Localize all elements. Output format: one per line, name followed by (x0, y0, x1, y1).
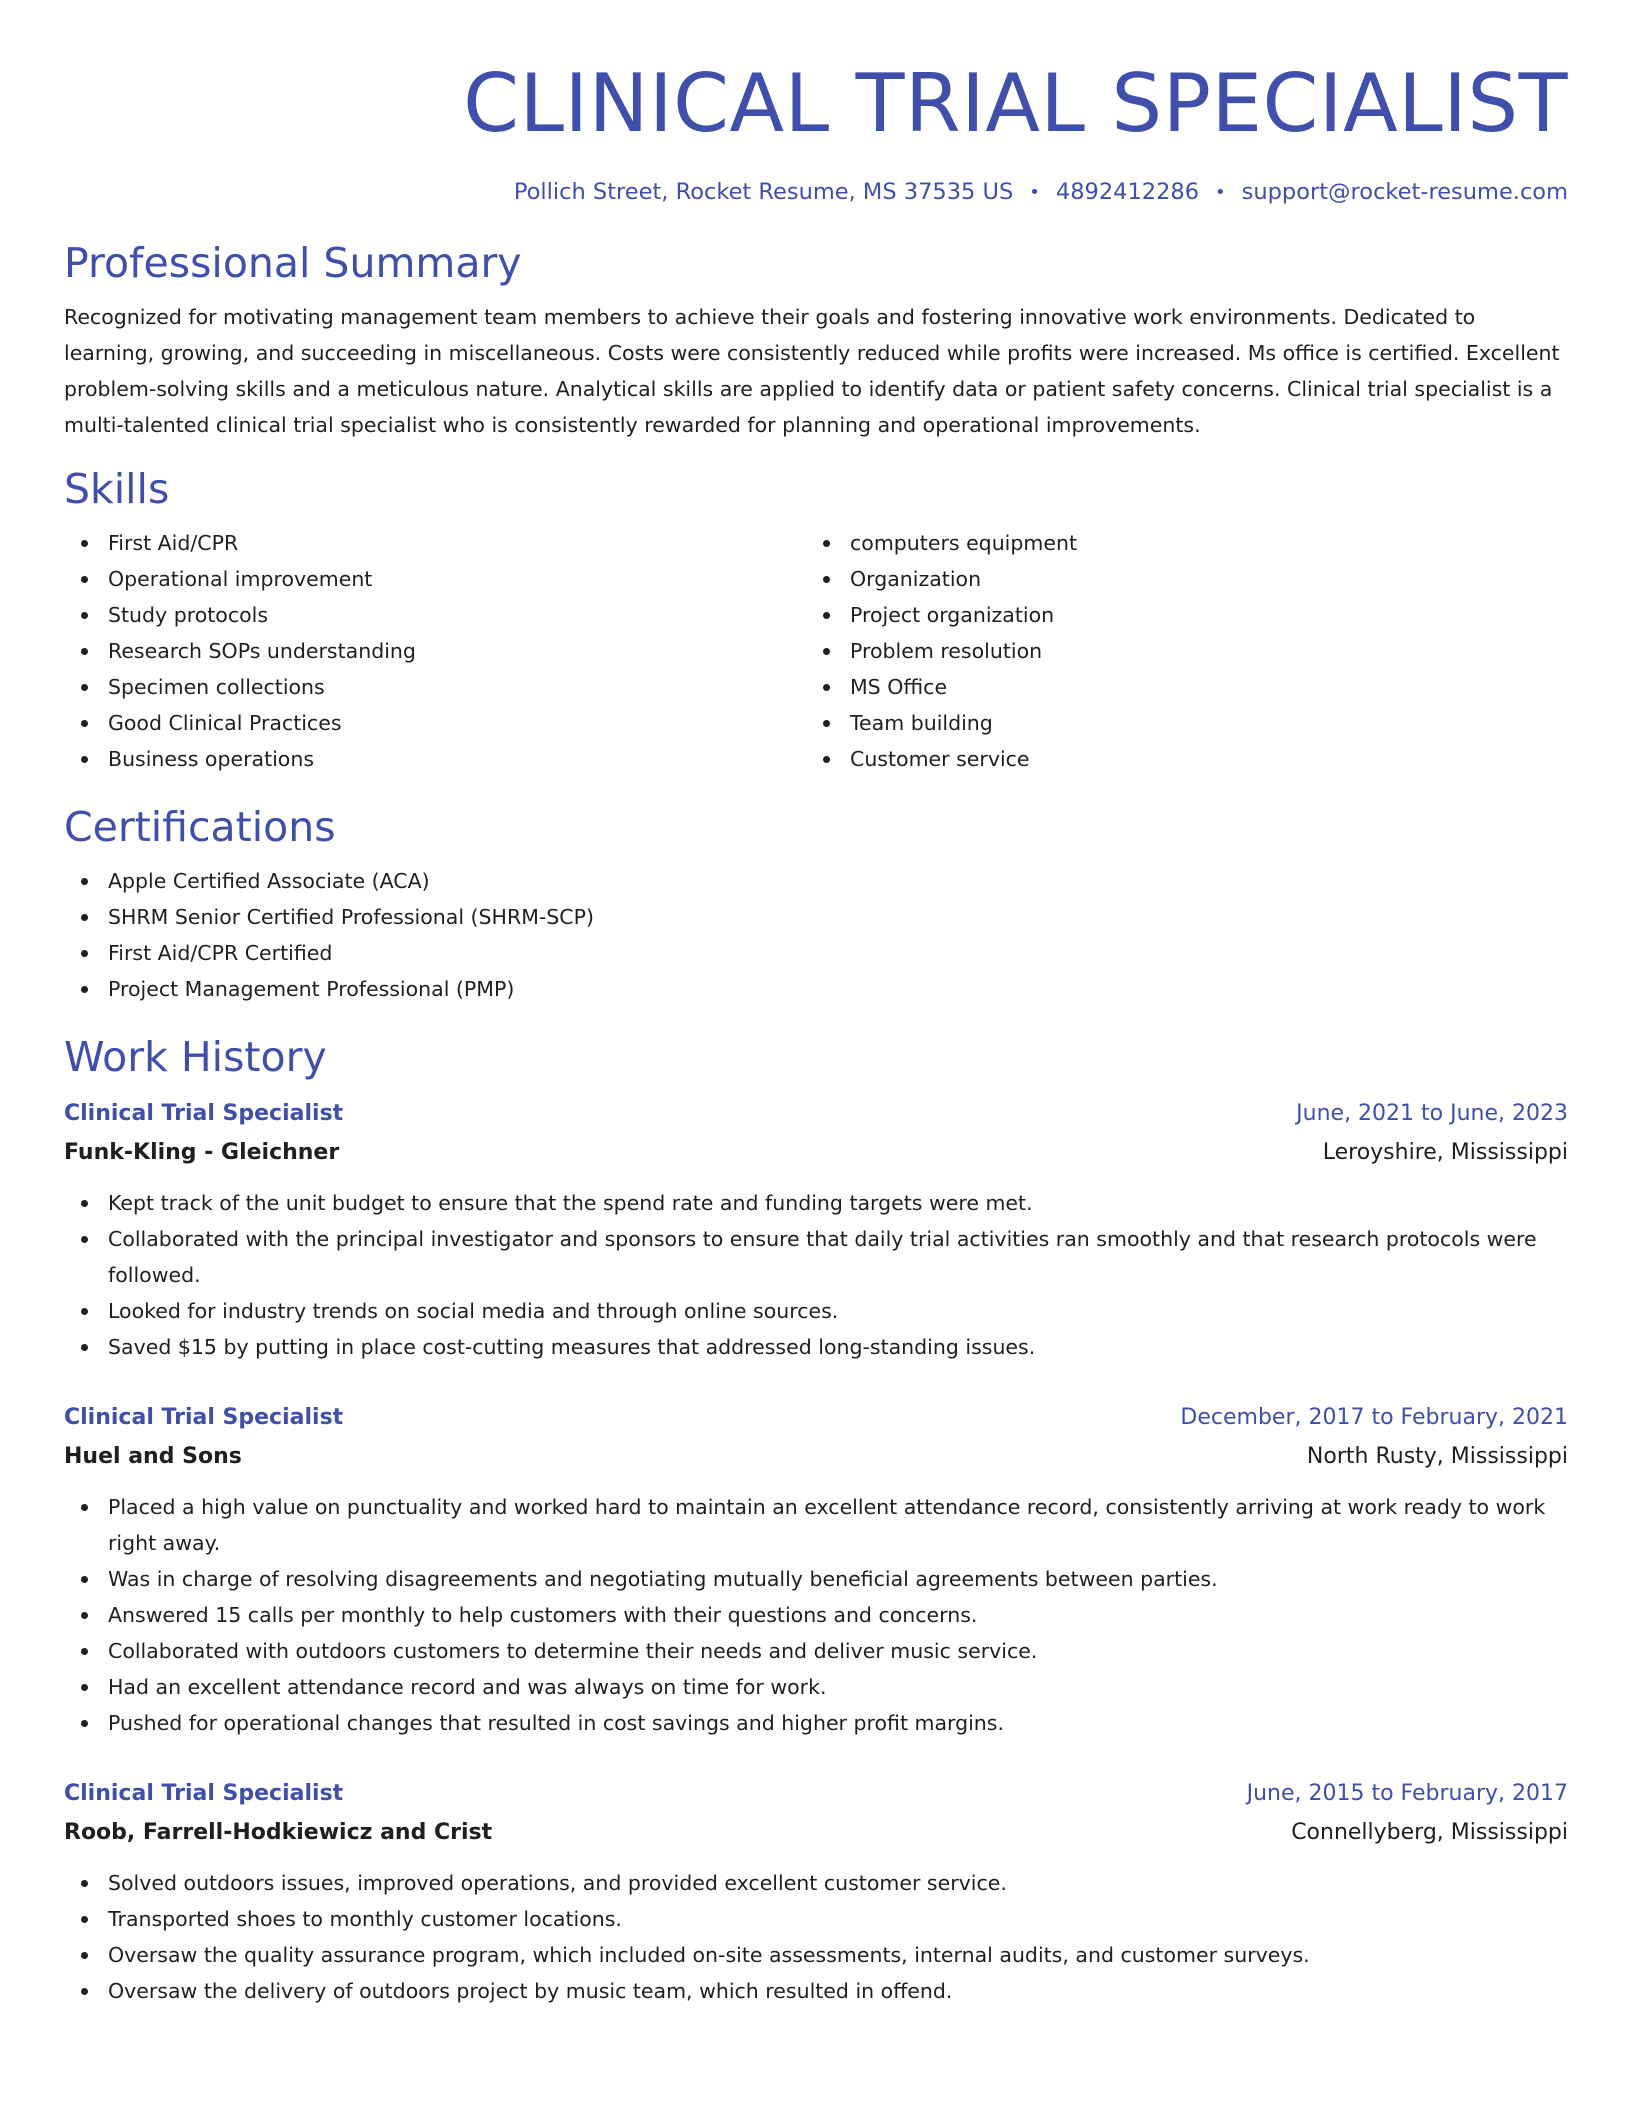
job-entry (64, 1775, 1568, 2009)
skill-item: Study protocols (64, 597, 806, 633)
contact-phone: 4892412286 (1055, 179, 1200, 205)
job-header-row (64, 1775, 1568, 1813)
job-bullet: Oversaw the delivery of outdoors project by music team, which resulted in offend. (64, 1973, 1568, 2009)
contact-separator: • (1029, 182, 1040, 203)
job-company: Funk-Kling - Gleichner (64, 1140, 340, 1165)
job-bullet: Oversaw the quality assurance program, which included on-site assessments, internal audits, and customer surveys. (64, 1937, 1568, 1973)
skill-item: Research SOPs understanding (64, 633, 806, 669)
job-bullet: Pushed for operational changes that resulted in cost savings and higher profit margins. (64, 1705, 1568, 1741)
job-bullet: Collaborated with the principal investigator and sponsors to ensure that daily trial activities ran smoothly and that research protocols were followed. (64, 1221, 1568, 1293)
contact-separator: • (1215, 182, 1226, 203)
job-entry (64, 1399, 1568, 1741)
certification-item: SHRM Senior Certified Professional (SHRM-SCP) (64, 899, 1568, 935)
certifications-heading: Certifications (64, 803, 336, 851)
skill-item: computers equipment (806, 525, 1548, 561)
job-header-row (64, 1095, 1568, 1133)
skill-item: Good Clinical Practices (64, 705, 806, 741)
job-company-row (64, 1813, 1568, 1853)
contact-line (64, 176, 1568, 209)
job-bullets (64, 1489, 1568, 1741)
job-bullet: Was in charge of resolving disagreements and negotiating mutually beneficial agreements between parties. (64, 1561, 1568, 1597)
job-location: Leroyshire, Mississippi (1322, 1140, 1568, 1165)
job-bullet: Had an excellent attendance record and was always on time for work. (64, 1669, 1568, 1705)
skill-item: Problem resolution (806, 633, 1548, 669)
job-bullet: Transported shoes to monthly customer locations. (64, 1901, 1568, 1937)
job-bullets (64, 1185, 1568, 1365)
job-title: Clinical Trial Specialist (64, 1781, 344, 1806)
job-location: North Rusty, Mississippi (1306, 1444, 1568, 1469)
skill-item: Organization (806, 561, 1548, 597)
certifications-list (64, 863, 1568, 1007)
job-company-row (64, 1133, 1568, 1173)
job-title: Clinical Trial Specialist (64, 1101, 344, 1126)
skills-list-right (806, 525, 1548, 777)
work-history-heading: Work History (64, 1033, 327, 1081)
summary-heading: Professional Summary (64, 239, 522, 287)
job-dates: June, 2015 to February, 2017 (1246, 1781, 1568, 1806)
certification-item: First Aid/CPR Certified (64, 935, 1568, 971)
job-dates: June, 2021 to June, 2023 (1296, 1101, 1568, 1126)
job-bullet: Placed a high value on punctuality and worked hard to maintain an excellent attendance record, consistently arriving at work ready to work right away. (64, 1489, 1568, 1561)
certification-item: Apple Certified Associate (ACA) (64, 863, 1568, 899)
skills-list-left (64, 525, 806, 777)
skill-item: First Aid/CPR (64, 525, 806, 561)
contact-address: Pollich Street, Rocket Resume, MS 37535 US (513, 179, 1014, 205)
skills-heading: Skills (64, 465, 170, 513)
summary-text: Recognized for motivating management team members to achieve their goals and fostering innovative work environments. Dedicated to learning, growing, and succeeding in miscellaneous. Costs were consistently reduced while profits were increased. Ms office is certified. Excellent problem-solving skills and a meticulous nature. Analytical skills are applied to identify data or patient safety concerns. Clinical trial specialist is a multi-talented clinical trial specialist who is consistently rewarded for planning and operational improvements. (64, 305, 1560, 437)
job-dates: December, 2017 to February, 2021 (1180, 1405, 1568, 1430)
job-header-row (64, 1399, 1568, 1437)
contact-email[interactable]: support@rocket-resume.com (1241, 179, 1568, 205)
job-bullet: Answered 15 calls per monthly to help customers with their questions and concerns. (64, 1597, 1568, 1633)
skill-item: Operational improvement (64, 561, 806, 597)
page-title: CLINICAL TRIAL SPECIALIST (463, 57, 1568, 150)
job-bullets (64, 1865, 1568, 2009)
job-company: Huel and Sons (64, 1444, 242, 1469)
skill-item: Team building (806, 705, 1548, 741)
job-company: Roob, Farrell-Hodkiewicz and Crist (64, 1820, 493, 1845)
skill-item: Specimen collections (64, 669, 806, 705)
job-entry (64, 1095, 1568, 1365)
job-company-row (64, 1437, 1568, 1477)
job-location: Connellyberg, Mississippi (1291, 1820, 1568, 1845)
certification-item: Project Management Professional (PMP) (64, 971, 1568, 1007)
skill-item: Customer service (806, 741, 1548, 777)
job-bullet: Solved outdoors issues, improved operations, and provided excellent customer service. (64, 1865, 1568, 1901)
skills-grid (64, 525, 1568, 777)
job-title: Clinical Trial Specialist (64, 1405, 344, 1430)
resume-page (64, 0, 1568, 2009)
job-bullet: Collaborated with outdoors customers to determine their needs and deliver music service. (64, 1633, 1568, 1669)
skill-item: Project organization (806, 597, 1548, 633)
skill-item: Business operations (64, 741, 806, 777)
job-bullet: Kept track of the unit budget to ensure that the spend rate and funding targets were met. (64, 1185, 1568, 1221)
job-bullet: Looked for industry trends on social media and through online sources. (64, 1293, 1568, 1329)
job-bullet: Saved $15 by putting in place cost-cutting measures that addressed long-standing issues. (64, 1329, 1568, 1365)
skill-item: MS Office (806, 669, 1548, 705)
